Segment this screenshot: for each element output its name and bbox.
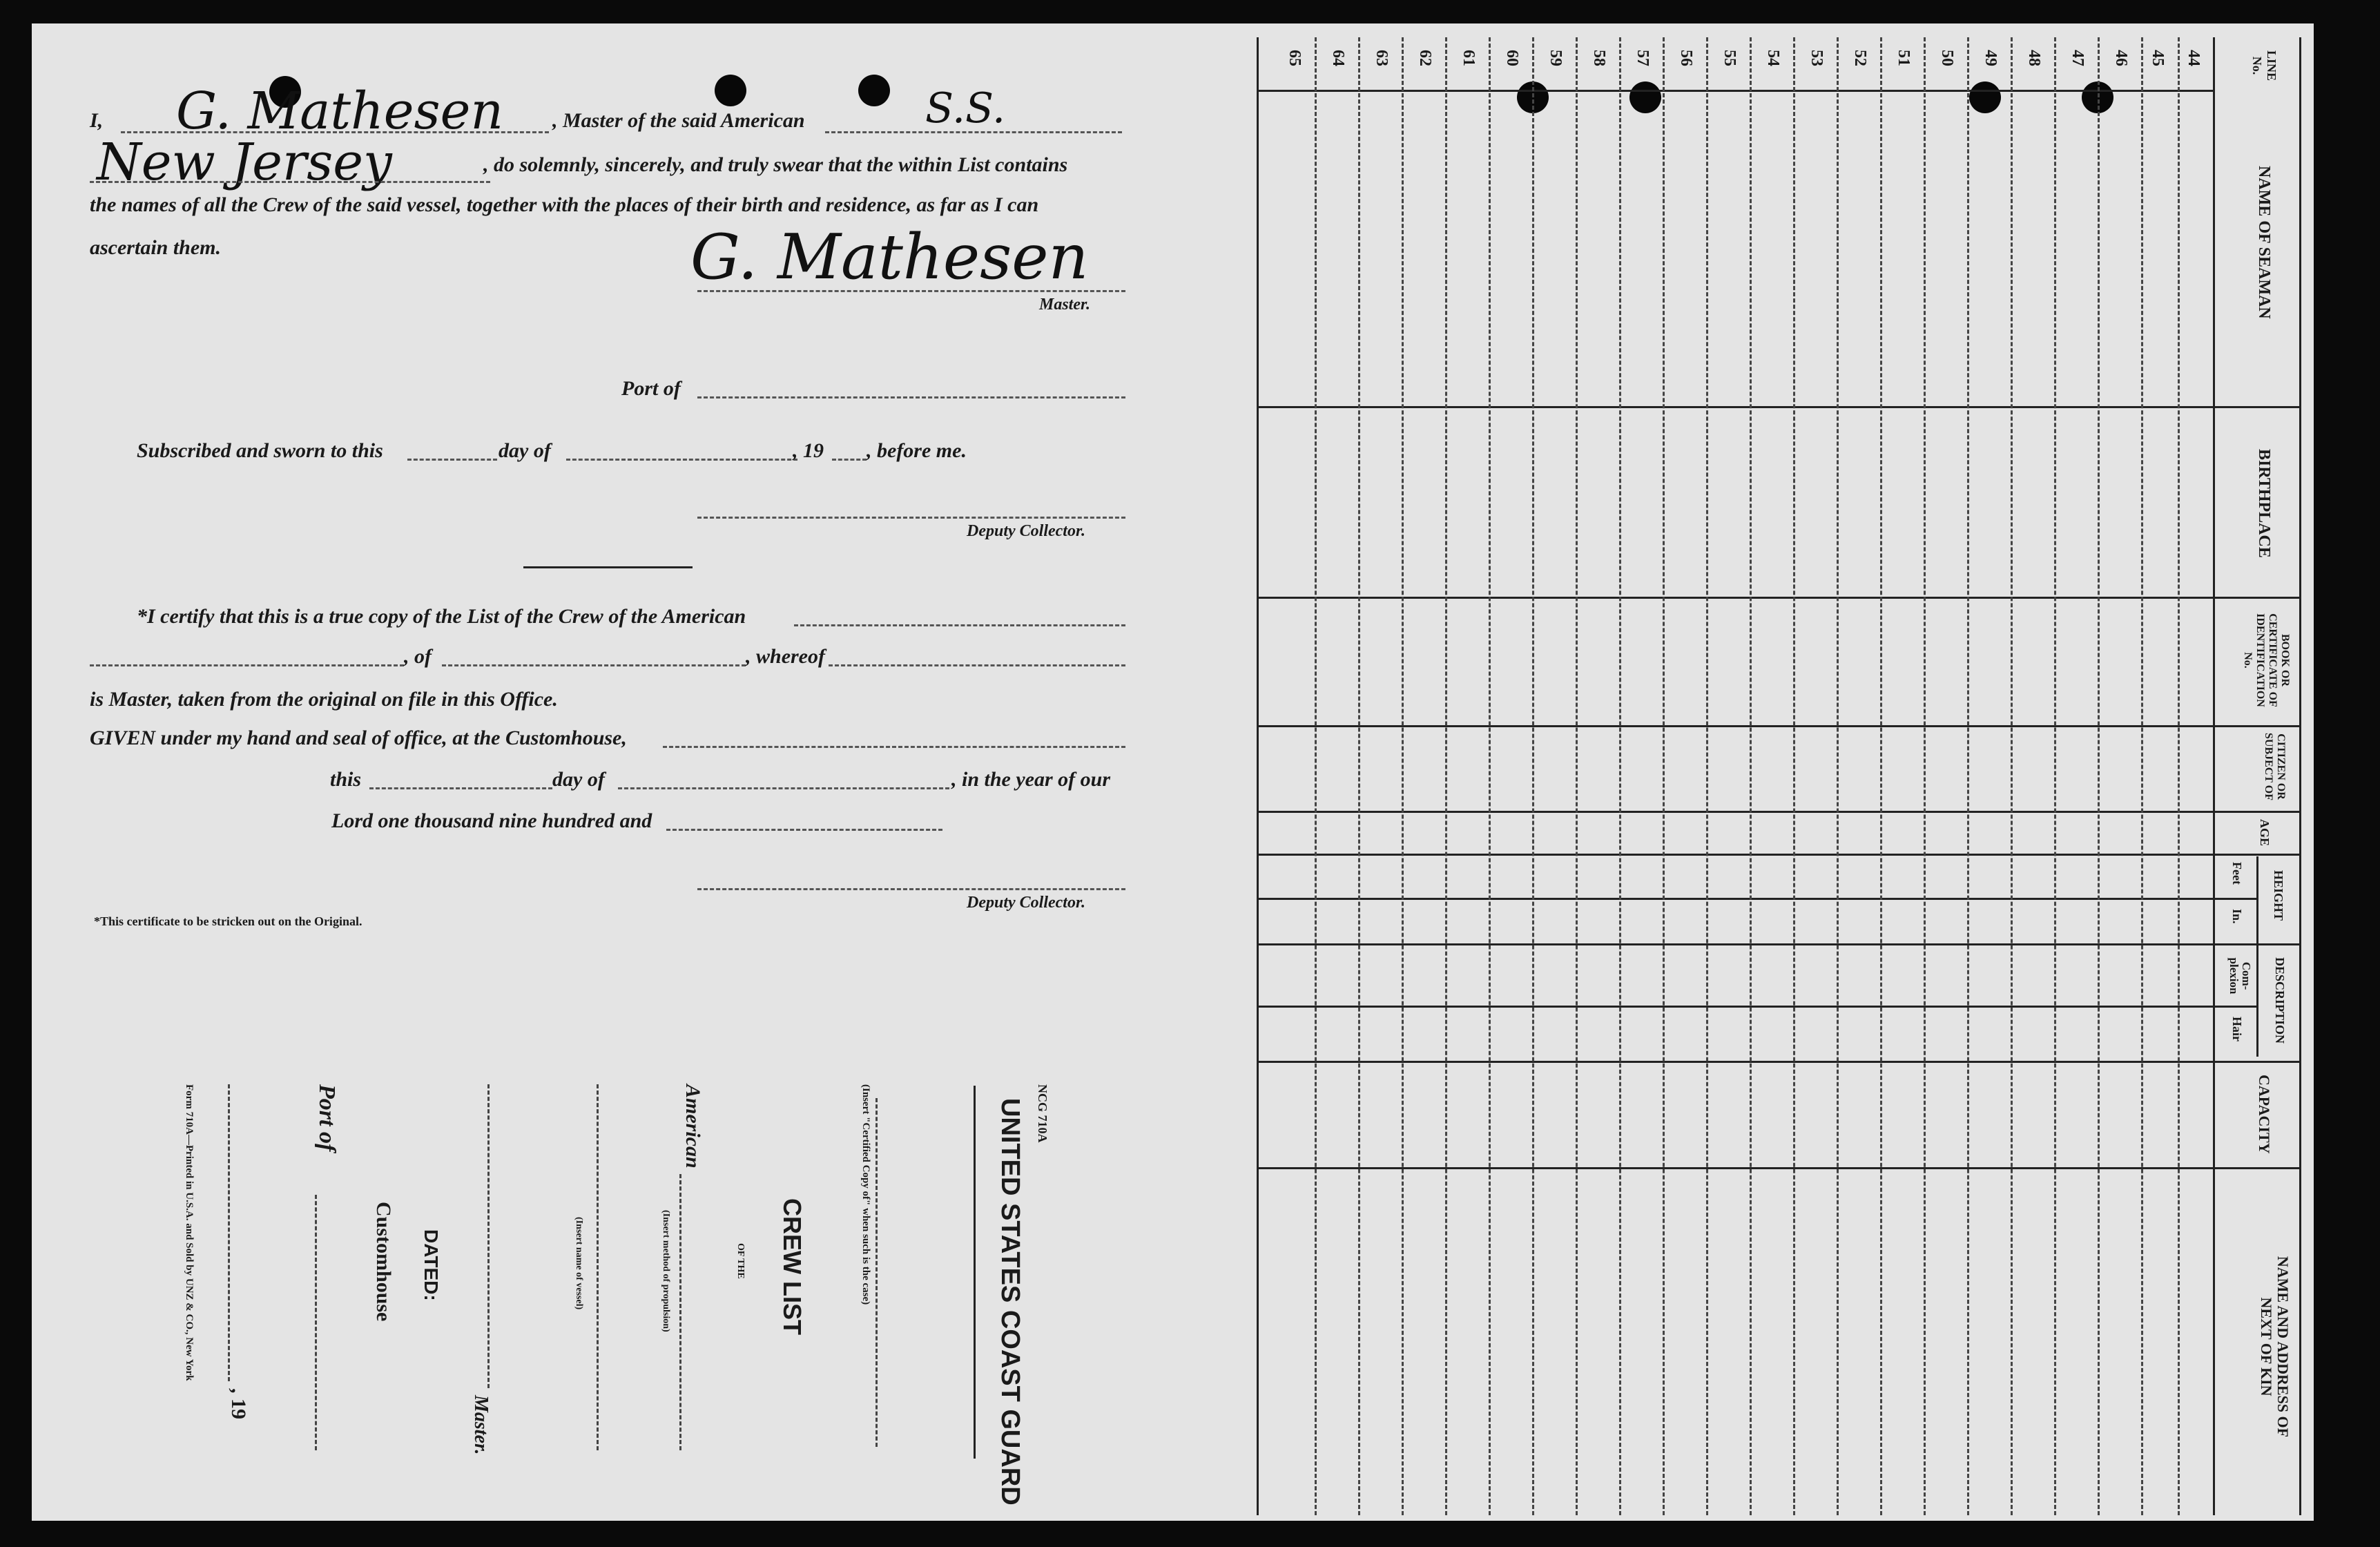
cover-insert-propulsion: (Insert method of propulsion) — [661, 1210, 671, 1332]
vessel-line — [825, 131, 1122, 133]
row-line — [1967, 37, 1969, 1515]
certify-month-line — [618, 787, 949, 789]
port-handwritten: New Jersey — [97, 133, 392, 192]
row-line — [1750, 37, 1752, 1515]
certify-this: this — [330, 768, 362, 791]
line-number: 47 — [2069, 50, 2087, 66]
header-name-of-seaman: NAME OF SEAMAN — [2255, 166, 2273, 319]
line-number: 54 — [1764, 50, 1782, 66]
cover-year: , 19 — [227, 1388, 250, 1419]
cover-printer: Form 710A—Printed in U.S.A. and Sold by UNZ & CO., New York — [184, 1084, 195, 1381]
certify-of-line — [442, 664, 746, 666]
master-label: Master. — [1039, 296, 1091, 314]
certify-day-of: day of — [552, 768, 605, 791]
certify-of: , of — [404, 645, 432, 668]
line-number: 56 — [1677, 50, 1695, 66]
cover-vessel-line — [597, 1084, 599, 1450]
line-number: 62 — [1416, 50, 1434, 66]
certify-in-year: , in the year of our — [951, 768, 1111, 791]
line-number: 60 — [1503, 50, 1521, 66]
cover-agency: UNITED STATES COAST GUARD — [996, 1098, 1025, 1506]
punch-hole — [1969, 81, 2001, 113]
punch-hole — [858, 75, 890, 106]
header-divider — [1257, 90, 2213, 92]
subscribed-text: Subscribed and sworn to this — [137, 439, 383, 462]
signature-line — [697, 290, 1125, 292]
row-line — [1445, 37, 1447, 1515]
row-line — [1663, 37, 1665, 1515]
cover-port-line — [315, 1195, 317, 1450]
table-left-border — [1257, 37, 1259, 1515]
master-name-handwritten: G. Mathesen — [176, 81, 504, 141]
col-divider-complexion — [1257, 1006, 2256, 1008]
line-number: 57 — [1634, 50, 1652, 66]
cover-american: American — [681, 1084, 704, 1169]
row-line — [1358, 37, 1360, 1515]
oath-master-of: , Master of the said American — [552, 109, 805, 132]
cover-rule — [974, 1086, 976, 1459]
line-number: 63 — [1373, 50, 1391, 66]
row-line — [1402, 37, 1404, 1515]
height-group-border — [2256, 856, 2258, 946]
subscribed-before-me: , before me. — [867, 439, 967, 462]
deputy-collector-label-2: Deputy Collector. — [967, 894, 1085, 912]
header-line-no: LINE No. — [2250, 50, 2279, 81]
line-number: 45 — [2149, 50, 2167, 66]
subscribed-year: , 19 — [793, 439, 824, 462]
cover-title: CREW LIST — [778, 1198, 806, 1335]
row-line — [2098, 37, 2100, 1515]
line-number: 61 — [1460, 50, 1478, 66]
row-line — [1489, 37, 1491, 1515]
header-capacity: CAPACITY — [2256, 1075, 2273, 1154]
row-line — [2178, 37, 2180, 1515]
row-line — [2141, 37, 2143, 1515]
cover-date-line — [228, 1084, 230, 1381]
certify-name-line — [90, 664, 404, 666]
cover-of-the: OF THE — [735, 1243, 746, 1279]
cover-port-of: Port of — [314, 1084, 340, 1152]
line-number: 51 — [1895, 50, 1913, 66]
header-inches: In. — [2230, 909, 2244, 924]
oath-line2: , do solemnly, sincerely, and truly swear that the within List contains — [483, 153, 1068, 176]
header-height: HEIGHT — [2272, 870, 2285, 921]
oath-i: I, — [90, 109, 104, 132]
line-number: 53 — [1808, 50, 1826, 66]
line-number: 52 — [1851, 50, 1869, 66]
line-number: 50 — [1938, 50, 1956, 66]
cover-dated: DATED: — [420, 1229, 442, 1301]
col-divider-feet — [1257, 898, 2256, 900]
table-right-border — [2299, 37, 2301, 1515]
port-line — [90, 181, 490, 183]
header-next-of-kin: NAME AND ADDRESS OF NEXT OF KIN — [2258, 1256, 2292, 1438]
certify-vessel-line — [794, 624, 1125, 626]
deputy-collector-label: Deputy Collector. — [967, 522, 1085, 540]
cover-form-code: NCG 710A — [1036, 1084, 1049, 1143]
header-description: DESCRIPTION — [2273, 957, 2287, 1044]
certify-year-line — [666, 829, 942, 831]
master-signature: G. Mathesen — [690, 221, 1089, 294]
description-group-border — [2256, 946, 2258, 1057]
row-line — [1619, 37, 1621, 1515]
line-number: 44 — [2185, 50, 2203, 66]
cover-master: Master. — [470, 1395, 492, 1455]
certify-lord: Lord one thousand nine hundred and — [331, 809, 652, 832]
header-book-certificate: BOOK OR CERTIFICATE OF IDENTIFICATION No. — [2242, 613, 2291, 707]
row-line — [2011, 37, 2013, 1515]
header-age: AGE — [2258, 819, 2272, 847]
punch-hole — [715, 75, 746, 106]
subscribed-day-of: day of — [499, 439, 551, 462]
oath-line4: ascertain them. — [90, 236, 222, 259]
section-divider — [523, 566, 693, 568]
subscribed-day-line — [407, 459, 497, 461]
header-birthplace: BIRTHPLACE — [2255, 449, 2273, 558]
subscribed-month-line — [566, 459, 797, 461]
vessel-handwritten: S.S. — [925, 84, 1006, 133]
row-line — [1706, 37, 1708, 1515]
customhouse-line — [663, 746, 1125, 748]
oath-line3: the names of all the Crew of the said vessel, together with the places of their birth and residence, as far as I can — [90, 193, 1039, 216]
certify-day-line — [369, 787, 552, 789]
line-number: 64 — [1329, 50, 1347, 66]
row-line — [1793, 37, 1795, 1515]
deputy-collector-line — [697, 517, 1125, 519]
header-hair: Hair — [2230, 1017, 2244, 1041]
cover-insert-vessel: (Insert name of vessel) — [574, 1217, 584, 1310]
row-line — [1315, 37, 1317, 1515]
certify-whereof: , whereof — [746, 645, 825, 668]
certificate-footnote: *This certificate to be stricken out on the Original. — [94, 914, 362, 928]
subscribed-year-line — [832, 459, 867, 461]
punch-hole — [1629, 81, 1661, 113]
line-number: 49 — [1982, 50, 2000, 66]
port-of-line — [697, 396, 1125, 398]
header-feet: Feet — [2230, 862, 2244, 885]
port-of-label: Port of — [621, 377, 681, 400]
header-citizen: CITIZEN OR SUBJECT OF — [2263, 733, 2287, 800]
row-line — [1924, 37, 1926, 1515]
certify-line4: GIVEN under my hand and seal of office, at the Customhouse, — [90, 727, 627, 749]
certify-whereof-line — [829, 664, 1125, 666]
line-number: 46 — [2112, 50, 2130, 66]
line-number: 59 — [1547, 50, 1565, 66]
deputy-collector-line-2 — [697, 888, 1125, 890]
row-line — [2054, 37, 2056, 1515]
cover-certified-line — [875, 1098, 878, 1447]
row-line — [1837, 37, 1839, 1515]
cover-customhouse: Customhouse — [372, 1202, 395, 1322]
header-complexion: Com-plexion — [2227, 957, 2253, 995]
cover-american-line — [679, 1174, 681, 1450]
cover-master-line — [487, 1084, 490, 1388]
certify-line1: *I certify that this is a true copy of the List of the Crew of the American — [137, 605, 746, 628]
certify-line3: is Master, taken from the original on file in this Office. — [90, 688, 558, 711]
line-number: 58 — [1590, 50, 1608, 66]
line-no-border — [2213, 37, 2215, 1515]
line-number: 48 — [2025, 50, 2043, 66]
row-line — [1880, 37, 1882, 1515]
line-number: 55 — [1721, 50, 1739, 66]
cover-insert-certified: (Insert "Certified Copy of" when such is the case) — [860, 1084, 871, 1305]
line-number: 65 — [1286, 50, 1304, 66]
row-line — [1576, 37, 1578, 1515]
row-line — [1532, 37, 1534, 1515]
